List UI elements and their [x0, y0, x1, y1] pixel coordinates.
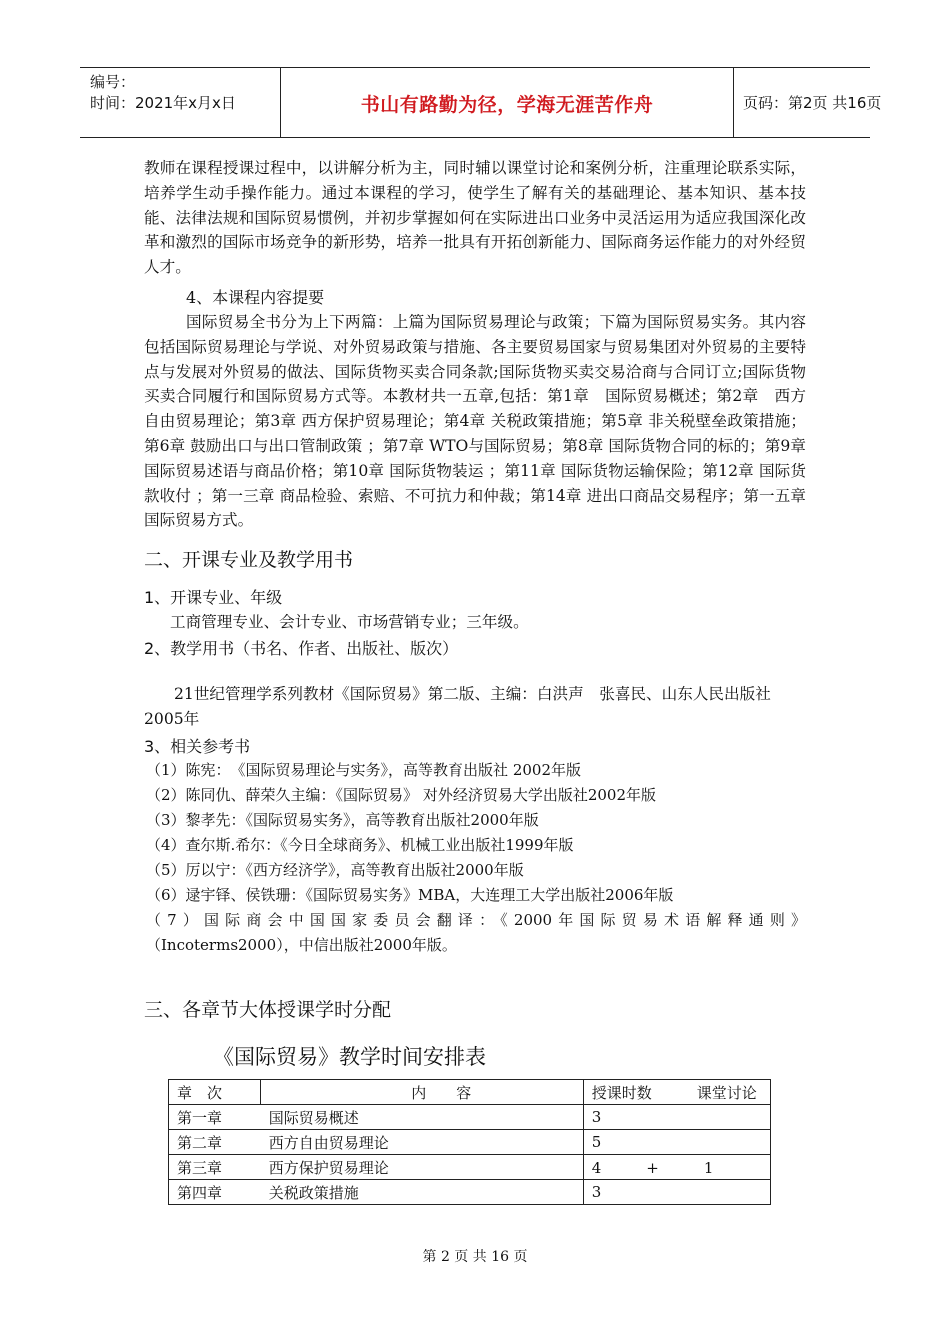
- reference-item: （6）逯宇铎、侯铁珊：《国际贸易实务》MBA，大连理工大学出版社2006年版: [146, 886, 674, 904]
- table-header-cell: 章 次: [169, 1080, 261, 1105]
- section4-heading: 4、本课程内容提要: [186, 288, 325, 307]
- table-cell-hours: 3: [583, 1105, 770, 1130]
- table-cell-content: 西方保护贸易理论: [261, 1155, 583, 1180]
- table-header-cell: 内 容: [261, 1080, 583, 1105]
- document-number-label: 编号：: [90, 73, 136, 91]
- reference-item: （5）厉以宁：《西方经济学》，高等教育出版社2000年版: [146, 861, 524, 879]
- header-left-cell: [80, 68, 280, 137]
- schedule-table: [168, 1079, 771, 1205]
- reference-item-7: [146, 908, 806, 958]
- section3-title: 三、各章节大体授课学时分配: [144, 999, 392, 1021]
- section2-sub3-title: 3、相关参考书: [144, 737, 251, 756]
- table-row: [169, 1155, 771, 1180]
- schedule-table-title: 《国际贸易》教学时间安排表: [213, 1045, 486, 1069]
- reference-item-7-line1: （7）国际商会中国国家委员会翻译：《2000年国际贸易术语解释通则》: [146, 911, 806, 929]
- table-cell-hours: 4 + 1: [583, 1155, 770, 1180]
- table-row: [169, 1180, 771, 1205]
- table-cell-hours: 5: [583, 1130, 770, 1155]
- section4-paragraph: 国际贸易全书分为上下两篇：上篇为国际贸易理论与政策；下篇为国际贸易实务。其内容包括国际贸易理论与学说、对外贸易政策与措施、各主要贸易国家与贸易集团对外贸易的主要特点与发展对外贸易的做法、国际货物买卖合同条款;国际货物买卖交易洽商与合同订立;国际货物买卖合同履行和国际贸易方式等。本教材共一五章,包括：第1章 国际贸易概述；第2章 西方自由贸易理论；第3章 西方保护贸易理论；第4章 关税政策措施；第5章 非关税壁垒政策措施；第6章 鼓励出口与出口管制政策 ；第7章 WTO与国际贸易；第8章 国际货物合同的标的；第9章 国际贸易述语与商品价格；第10章 国际货物装运 ；第11章 国际货物运输保险；第12章 国际货款收付 ；第一三章 商品检验、索赔、不可抗力和仲裁；第14章 进出口商品交易程序；第一五章 国际贸易方式。: [144, 313, 806, 530]
- document-date-label: 时间：2021年x月x日: [90, 94, 236, 112]
- table-cell-chapter: 第三章: [169, 1155, 261, 1180]
- table-cell-chapter: 第二章: [169, 1130, 261, 1155]
- table-row: [169, 1130, 771, 1155]
- reference-item: （2）陈同仇、薛荣久主编：《国际贸易》 对外经济贸易大学出版社2002年版: [146, 786, 656, 804]
- reference-list: [146, 758, 808, 908]
- textbook-paragraph: 21世纪管理学系列教材《国际贸易》第二版、主编：白洪声 张喜民、山东人民出版社2005年: [144, 685, 771, 728]
- reference-item: （3）黎孝先：《国际贸易实务》，高等教育出版社2000年版: [146, 811, 539, 829]
- table-row: [169, 1105, 771, 1130]
- table-cell-content: 西方自由贸易理论: [261, 1130, 583, 1155]
- reference-item: （1）陈宪： 《国际贸易理论与实务》，高等教育出版社 2002年版: [146, 761, 581, 779]
- table-cell-content: 国际贸易概述: [261, 1105, 583, 1130]
- header-motto: 书山有路勤为径，学海无涯苦作舟: [360, 94, 654, 116]
- table-cell-content: 关税政策措施: [261, 1180, 583, 1205]
- intro-paragraph: 教师在课程授课过程中，以讲解分析为主，同时辅以课堂讨论和案例分析，注重理论联系实际，培养学生动手操作能力。通过本课程的学习，使学生了解有关的基础理论、基本知识、基本技能、法律法规和国际贸易惯例，并初步掌握如何在实际进出口业务中灵活运用为适应我国深化改革和激烈的国际市场竞争的新形势，培养一批具有开拓创新能力、国际商务运作能力的对外经贸人才。: [144, 159, 806, 277]
- reference-item: （4）查尔斯.希尔：《今日全球商务》、机械工业出版社1999年版: [146, 836, 574, 854]
- table-cell-chapter: 第四章: [169, 1180, 261, 1205]
- section2-title: 二、开课专业及教学用书: [144, 549, 354, 571]
- reference-item-7-line2: （Incoterms2000），中信出版社2000年版。: [146, 936, 457, 954]
- table-header-row: [169, 1080, 771, 1105]
- page-header: [80, 67, 882, 138]
- header-right-cell: [733, 68, 882, 137]
- table-header-cell: 授课时数 课堂讨论: [583, 1080, 770, 1105]
- section2-sub2-title: 2、教学用书（书名、作者、出版社、版次）: [144, 639, 459, 658]
- page-footer: 第 2 页 共 16 页: [422, 1249, 528, 1265]
- section2-sub1-body: 工商管理专业、会计专业、市场营销专业；三年级。: [170, 613, 529, 631]
- table-cell-chapter: 第一章: [169, 1105, 261, 1130]
- header-page-number: 页码：第2页 共16页: [743, 94, 882, 112]
- table-cell-hours: 3: [583, 1180, 770, 1205]
- header-middle-cell: [280, 68, 734, 137]
- section2-sub1-title: 1、开课专业、年级: [144, 588, 283, 607]
